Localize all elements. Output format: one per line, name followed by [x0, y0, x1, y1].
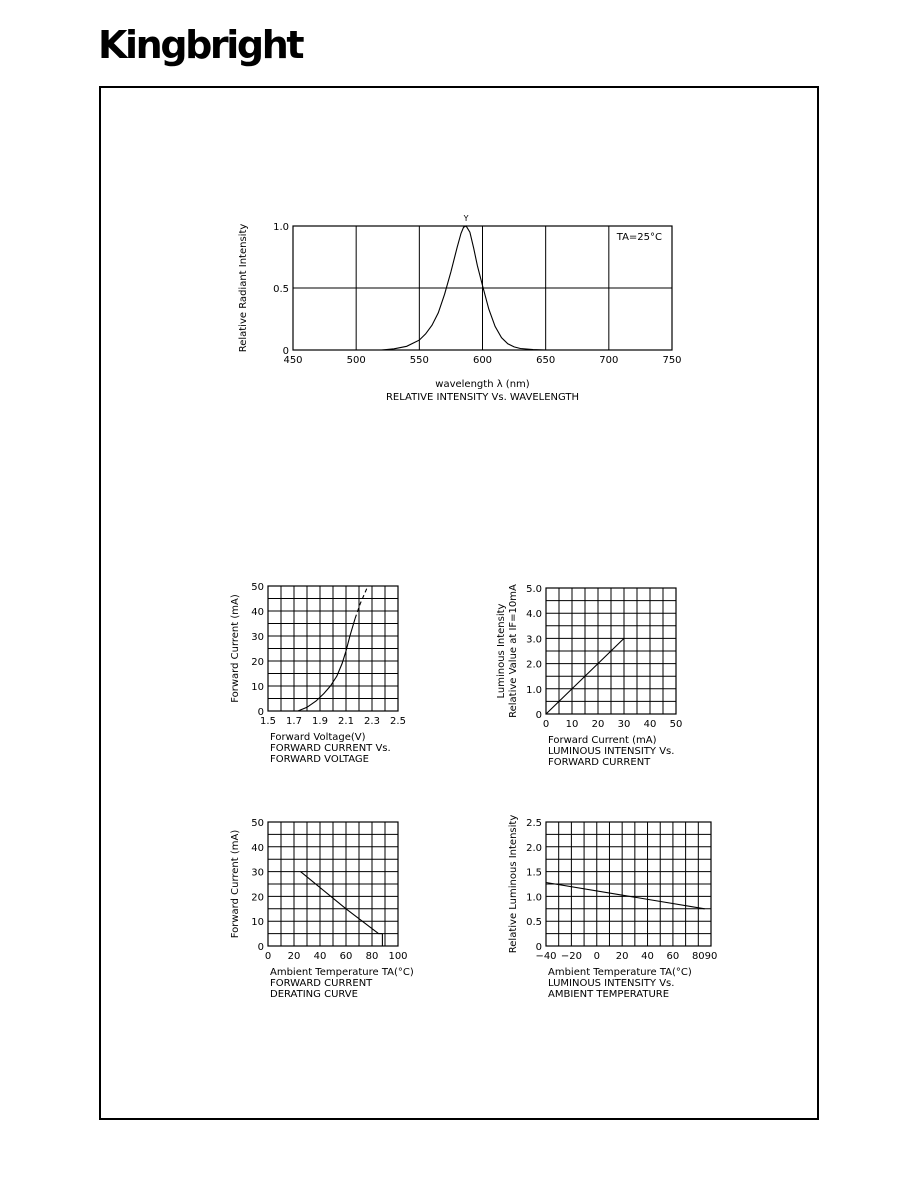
- chart-title-line: FORWARD CURRENT Vs.: [270, 743, 391, 754]
- x-tick-label: 50: [669, 719, 683, 730]
- x-tick-label: 40: [643, 719, 657, 730]
- x-tick-label: 60: [339, 951, 353, 962]
- chart-title-line: DERATING CURVE: [270, 989, 358, 1000]
- y-tick-label: 0: [257, 707, 264, 718]
- x-tick-label: 80: [365, 951, 379, 962]
- x-tick-label: 40: [313, 951, 327, 962]
- x-tick-label: 750: [662, 355, 682, 366]
- x-axis-label: Forward Current (mA): [548, 735, 657, 746]
- y-axis-label: Relative Value at IF=10mA: [508, 584, 519, 718]
- x-tick-label: 700: [599, 355, 619, 366]
- y-axis-label: Luminous Intensity: [496, 603, 507, 699]
- y-tick-label: 10: [251, 682, 264, 693]
- y-tick-label: 2.0: [526, 842, 542, 854]
- x-tick-label: 0: [542, 719, 550, 730]
- y-axis-label: Relative Luminous Intensity: [508, 814, 519, 954]
- x-tick-label: 60: [666, 951, 680, 962]
- x-axis-label: Ambient Temperature TA(°C): [548, 967, 692, 978]
- x-tick-label: 30: [617, 719, 631, 730]
- x-axis-label: Forward Voltage(V): [270, 732, 366, 743]
- x-tick-label: −40: [535, 951, 557, 962]
- y-tick-label: 0: [535, 710, 542, 721]
- y-axis-label: Forward Current (mA): [230, 829, 241, 939]
- y-tick-label: 0: [535, 942, 542, 953]
- x-tick-label: 1.7: [286, 716, 302, 727]
- x-tick-label: 90: [704, 951, 718, 962]
- y-tick-label: 0.5: [526, 917, 542, 929]
- y-tick-label: 4.0: [526, 609, 542, 621]
- x-tick-label: 2.3: [364, 716, 380, 727]
- x-tick-label: 10: [565, 719, 579, 730]
- y-tick-label: 50: [251, 582, 264, 593]
- y-tick-label: 1.0: [526, 684, 542, 696]
- y-tick-label: 5.0: [526, 584, 542, 595]
- y-tick-label: 40: [251, 842, 264, 854]
- x-tick-label: −20: [560, 951, 582, 962]
- y-tick-label: 40: [251, 607, 264, 618]
- x-tick-label: 1.9: [312, 716, 328, 727]
- x-tick-label: 2.5: [390, 716, 406, 727]
- y-tick-label: 1.0: [273, 222, 289, 233]
- y-tick-label: 0.5: [273, 284, 289, 295]
- x-tick-label: 40: [641, 951, 654, 962]
- x-tick-label: 0: [264, 951, 272, 962]
- y-tick-label: 0: [282, 346, 289, 357]
- chart-title-line: LUMINOUS INTENSITY Vs.: [548, 746, 675, 757]
- y-tick-label: 20: [251, 657, 264, 668]
- chart-title-line: AMBIENT TEMPERATURE: [548, 989, 670, 1000]
- y-axis-label: Forward Current (mA): [230, 594, 241, 703]
- x-tick-label: 500: [346, 355, 366, 366]
- x-tick-label: 600: [472, 355, 493, 366]
- chart-title-line: FORWARD VOLTAGE: [270, 754, 369, 765]
- chart-title-line: FORWARD CURRENT: [270, 978, 373, 989]
- x-tick-label: 80: [691, 951, 705, 962]
- x-tick-label: 20: [591, 719, 605, 730]
- x-tick-label: 20: [615, 951, 629, 962]
- y-tick-label: 30: [251, 632, 264, 643]
- y-tick-label: 1.5: [526, 867, 542, 879]
- x-axis-label: Ambient Temperature TA(°C): [270, 967, 414, 978]
- temperature-annotation: TA=25°C: [616, 232, 662, 243]
- y-tick-label: 20: [251, 892, 264, 904]
- y-tick-label: 2.5: [526, 818, 542, 829]
- x-tick-label: 100: [388, 951, 408, 962]
- y-tick-label: 3.0: [526, 634, 542, 646]
- y-tick-label: 10: [251, 917, 264, 929]
- y-tick-label: 50: [251, 818, 264, 829]
- brand-logo: Kingbright: [98, 23, 303, 67]
- chart-title: RELATIVE INTENSITY Vs. WAVELENGTH: [385, 392, 580, 403]
- y-axis-label: Relative Radiant Intensity: [238, 223, 249, 353]
- y-tick-label: 0: [257, 942, 264, 953]
- y-tick-label: 2.0: [526, 659, 542, 671]
- x-tick-label: 2.1: [338, 716, 354, 727]
- y-tick-label: 1.0: [526, 892, 542, 904]
- x-tick-label: 20: [287, 951, 301, 962]
- x-axis-label: wavelength λ (nm): [435, 379, 530, 390]
- peak-label: Y: [463, 214, 469, 223]
- x-tick-label: 0: [593, 951, 600, 962]
- chart-title-line: LUMINOUS INTENSITY Vs.: [548, 978, 675, 989]
- series-line: [546, 883, 705, 909]
- chart-title-line: FORWARD CURRENT: [548, 757, 651, 768]
- x-tick-label: 550: [409, 355, 429, 366]
- y-tick-label: 30: [251, 867, 264, 879]
- x-tick-label: 450: [283, 355, 303, 366]
- x-tick-label: 650: [536, 355, 556, 366]
- x-tick-label: 1.5: [260, 716, 276, 727]
